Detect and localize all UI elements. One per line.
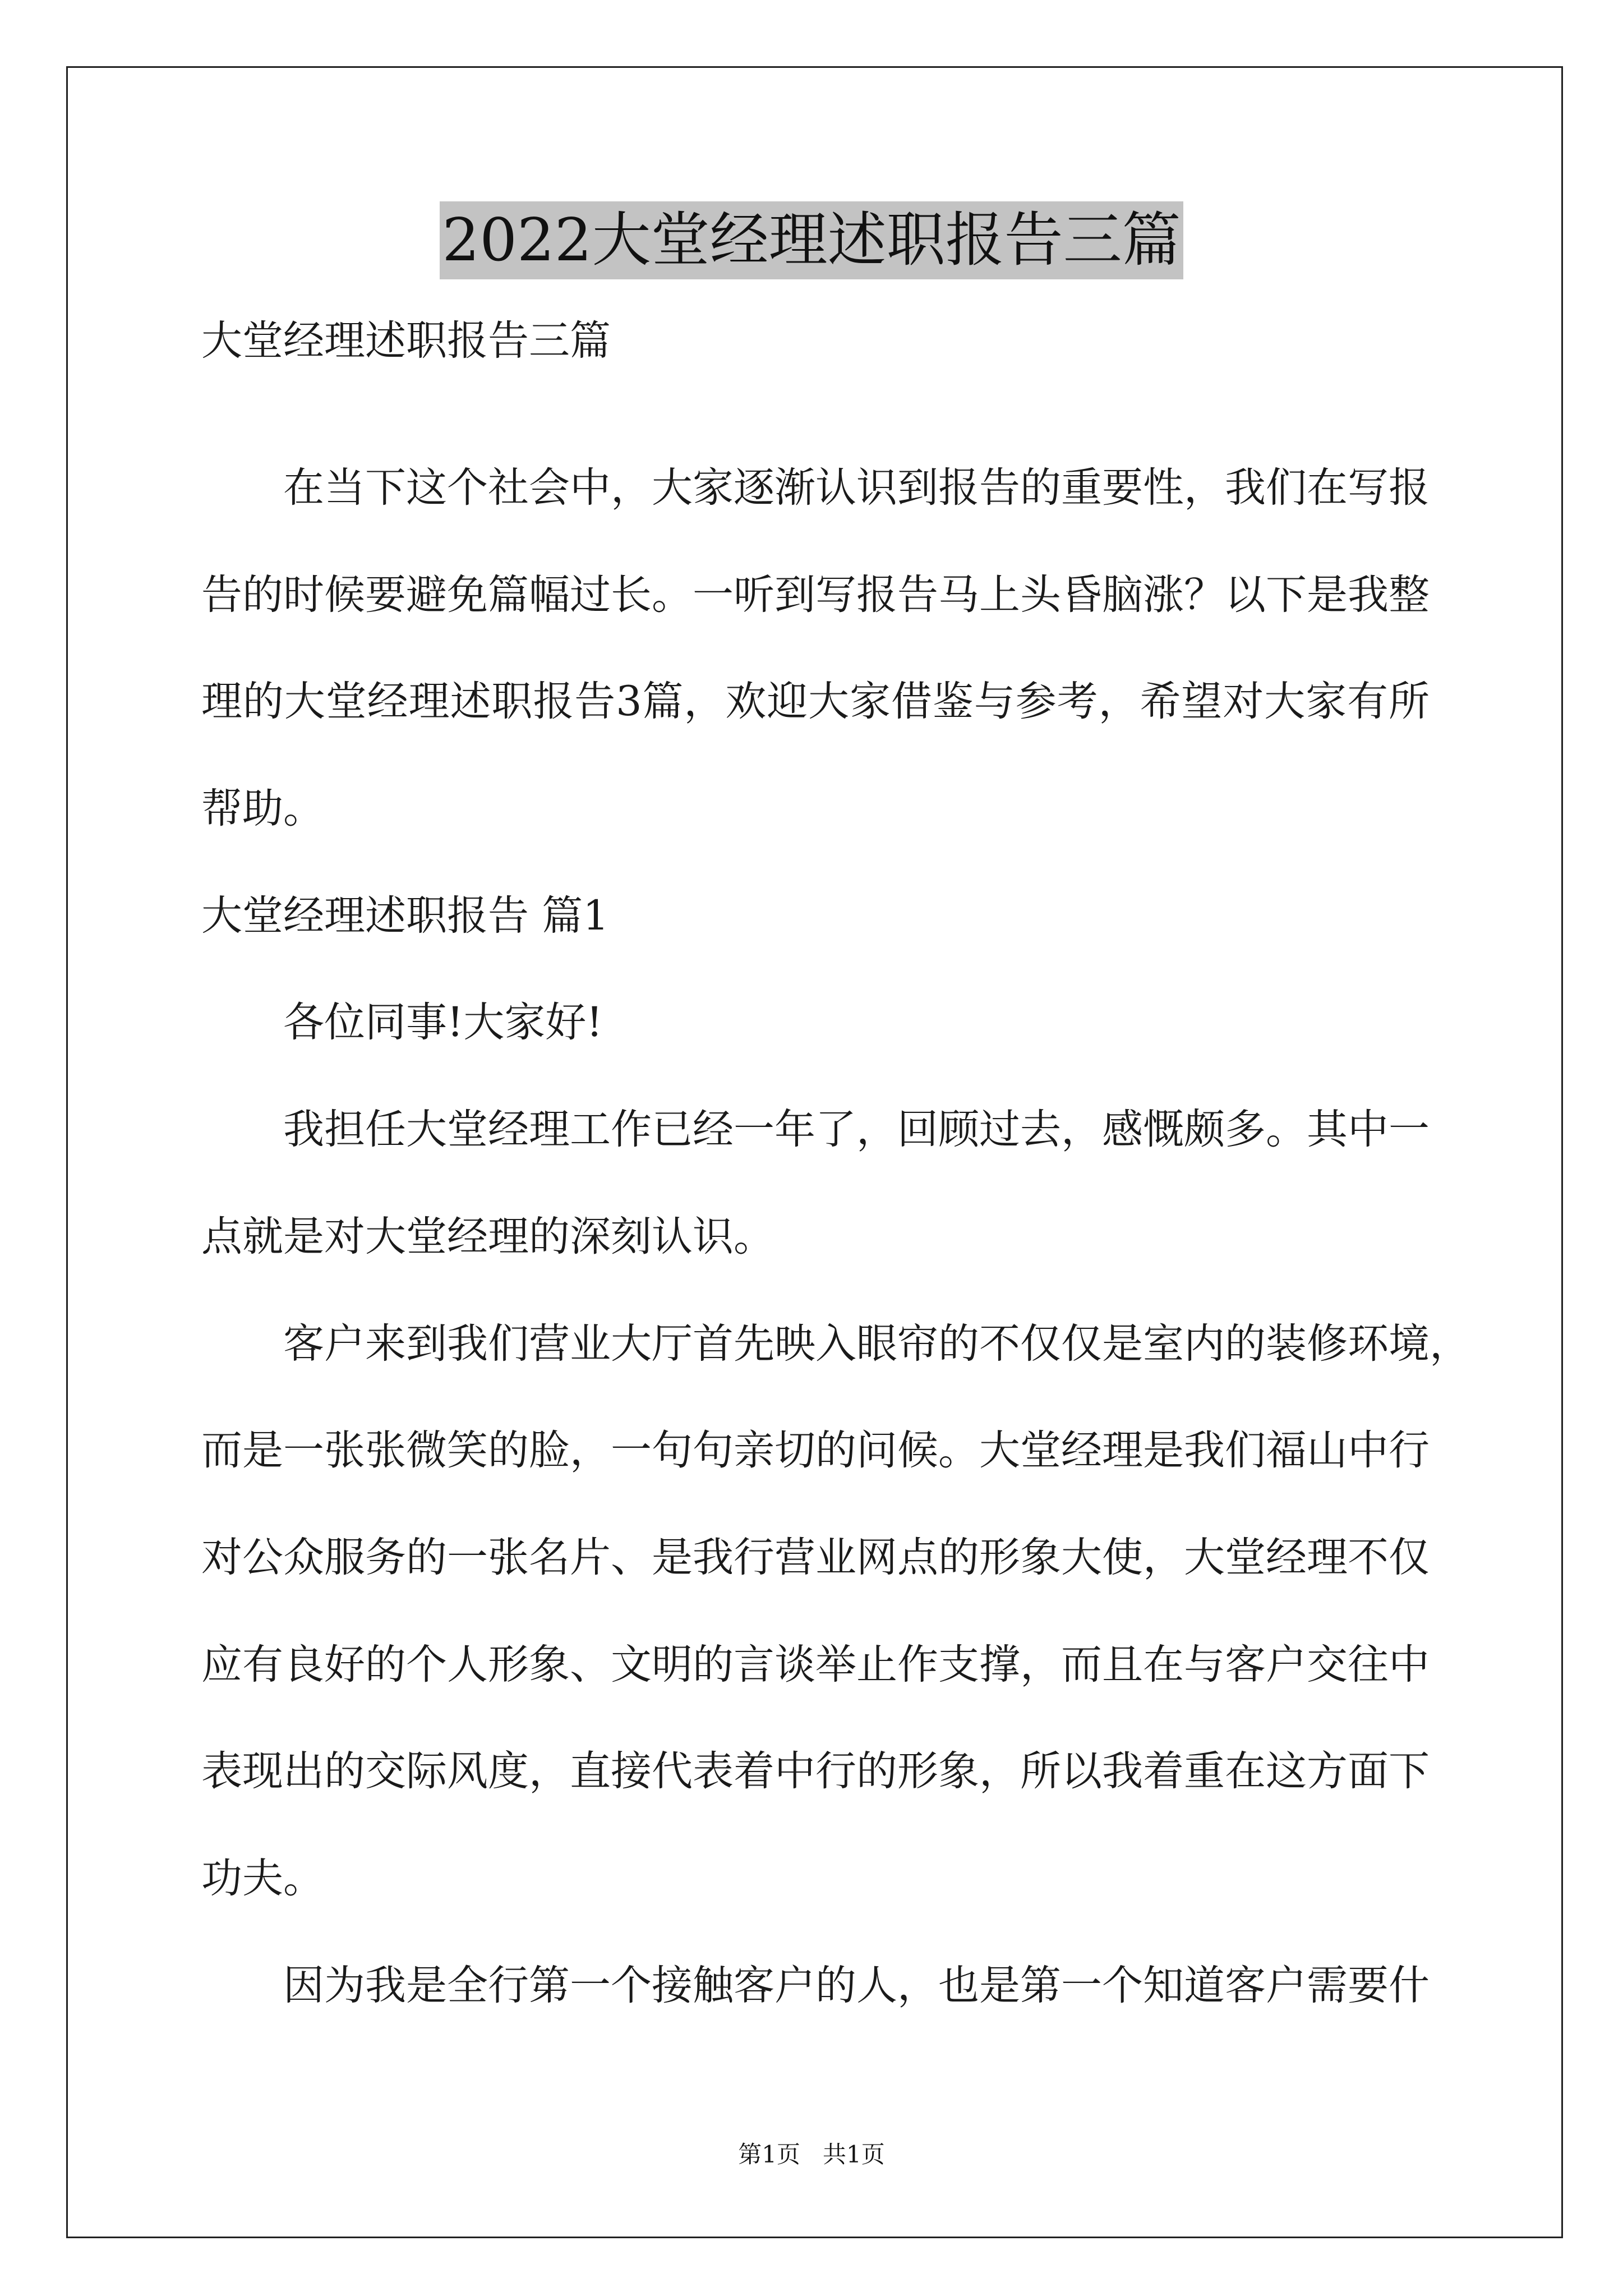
paragraph-intro xyxy=(201,435,1430,863)
title-row xyxy=(0,201,1623,279)
text-line: 告的时候要避免篇幅过长。一听到写报告马上头昏脑涨？以下是我整 xyxy=(201,570,1430,619)
document-title: 2022大堂经理述职报告三篇 xyxy=(440,201,1183,279)
document-subtitle: 大堂经理述职报告三篇 xyxy=(201,317,611,365)
text-line: 功夫。 xyxy=(201,1854,324,1902)
paragraph xyxy=(201,1291,1470,1932)
section-heading-text: 大堂经理述职报告 篇1 xyxy=(201,891,609,940)
text-line: 我担任大堂经理工作已经一年了，回顾过去，感慨颇多。其中一 xyxy=(283,1106,1430,1154)
text-line: 对公众服务的一张名片、是我行营业网点的形象大使，大堂经理不仅 xyxy=(201,1533,1430,1581)
paragraph xyxy=(201,1076,1430,1290)
text-line: 应有良好的个人形象、文明的言谈举止作支撑，而且在与客户交往中 xyxy=(201,1640,1430,1688)
page-footer xyxy=(0,2140,1623,2169)
paragraph-greeting xyxy=(201,969,1430,1076)
section-heading xyxy=(201,863,1430,970)
text-line: 点就是对大堂经理的深刻认识。 xyxy=(201,1212,774,1260)
text-line: 而是一张张微笑的脸，一句句亲切的问候。大堂经理是我们福山中行 xyxy=(201,1427,1430,1475)
text-line: 表现出的交际风度，直接代表着中行的形象，所以我着重在这方面下 xyxy=(201,1747,1430,1796)
text-line: 因为我是全行第一个接触客户的人，也是第一个知道客户需要什 xyxy=(283,1961,1430,2009)
document-body xyxy=(201,435,1470,2039)
text-line: 客户来到我们营业大厅首先映入眼帘的不仅仅是室内的装修环境， xyxy=(283,1319,1470,1368)
page-total: 共1页 xyxy=(823,2141,885,2168)
text-line: 帮助。 xyxy=(201,785,324,833)
page-number: 第1页 xyxy=(738,2141,800,2168)
text-line: 在当下这个社会中，大家逐渐认识到报告的重要性，我们在写报 xyxy=(283,464,1430,512)
paragraph xyxy=(201,1932,1430,2040)
text-line: 理的大堂经理述职报告3篇，欢迎大家借鉴与参考，希望对大家有所 xyxy=(201,678,1430,726)
text-line: 各位同事!大家好! xyxy=(283,999,603,1047)
